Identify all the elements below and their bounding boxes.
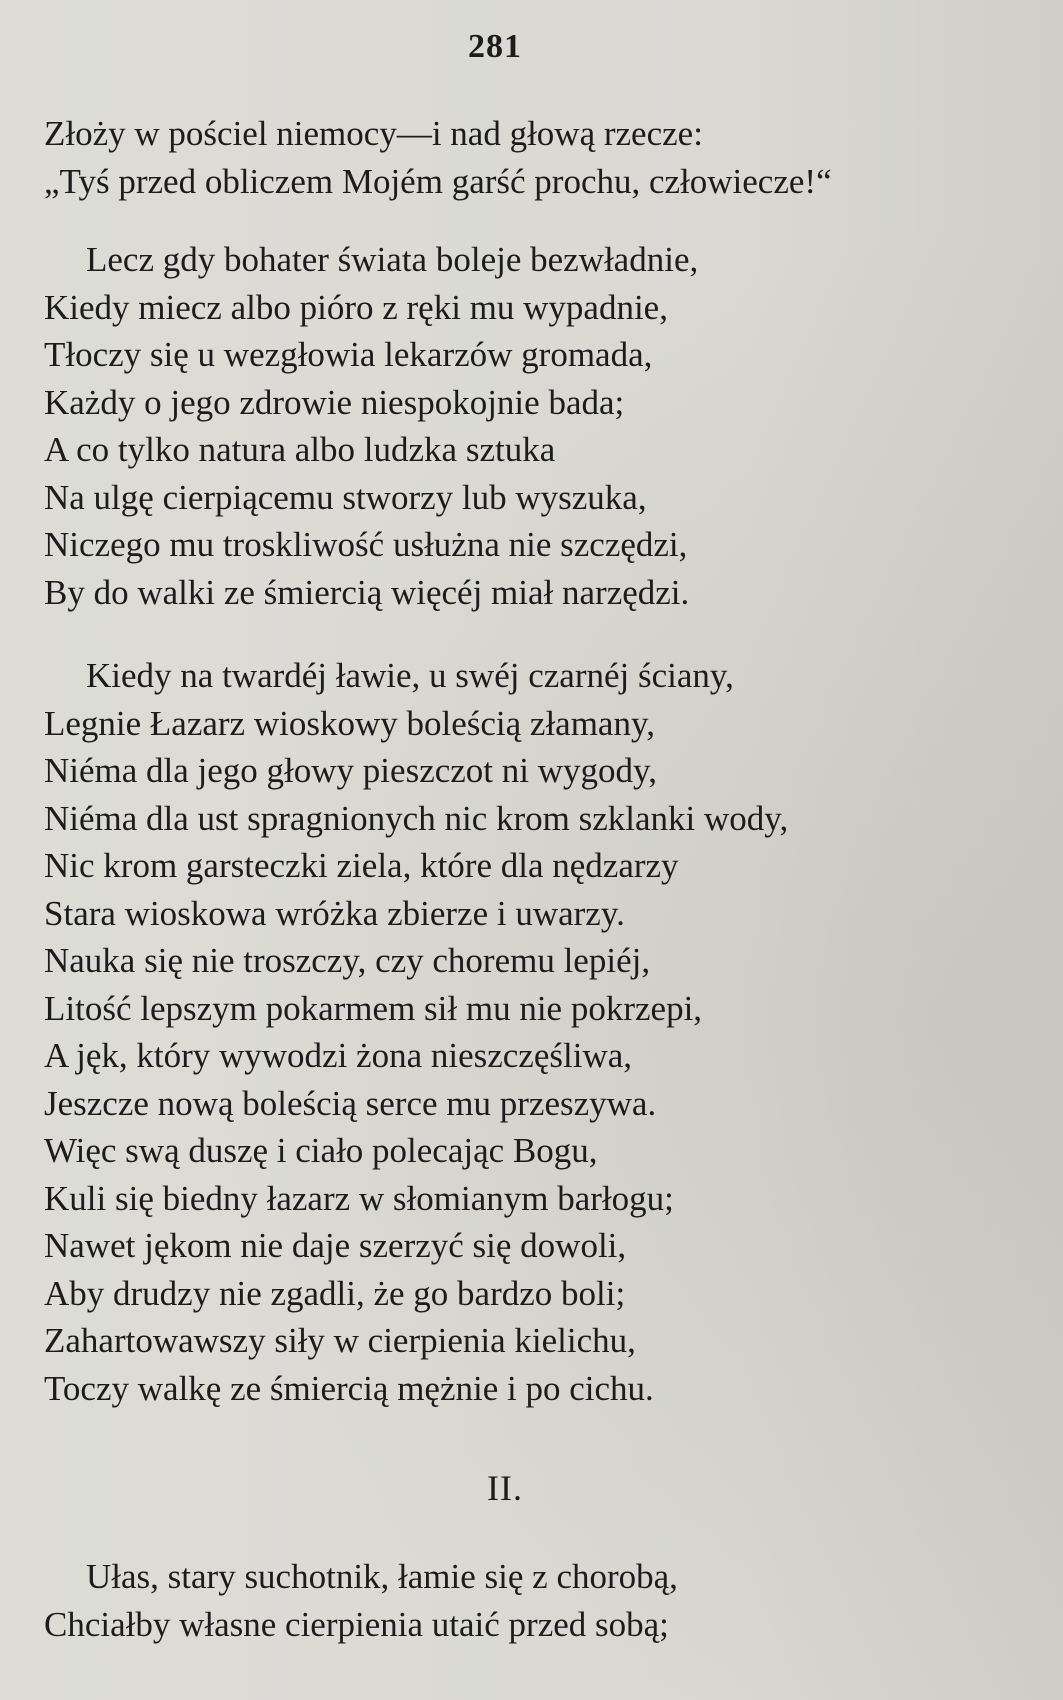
- verse-line: A jęk, który wywodzi żona nieszczęśliwa,: [44, 1036, 633, 1075]
- verse-line: „Tyś przed obliczem Mojém garść prochu, człowiecze!“: [44, 161, 832, 201]
- verse-line: Chciałby własne cierpienia utaić przed sobą;: [44, 1604, 669, 1644]
- stanza-3: [44, 652, 1004, 1412]
- verse-line: Każdy o jego zdrowie niespokojnie bada;: [44, 382, 625, 422]
- verse-line: Tłoczy się u wezgłowia lekarzów gromada,: [44, 335, 653, 374]
- verse-line: Więc swą duszę i ciało polecając Bogu,: [44, 1131, 598, 1170]
- verse-line: A co tylko natura albo ludzka sztuka: [44, 430, 556, 469]
- verse-line: Niéma dla ust spragnionych nic krom szklanki wody,: [44, 798, 789, 838]
- page-number: 281: [468, 28, 522, 65]
- verse-line: Kuli się biedny łazarz w słomianym barłogu;: [44, 1178, 674, 1218]
- verse-line: Kiedy na twardéj ławie, u swéj czarnéj ściany,: [86, 656, 734, 695]
- section-heading: II.: [487, 1468, 523, 1508]
- stanza-2: [44, 236, 1004, 616]
- verse-line: Złoży w pościel niemocy—i nad głową rzecze:: [44, 114, 703, 153]
- verse-line: Nawet jękom nie daje szerzyć się dowoli,: [44, 1226, 627, 1265]
- verse-line: Niéma dla jego głowy pieszczot ni wygody,: [44, 751, 657, 790]
- verse-line: Na ulgę cierpiącemu stworzy lub wyszuka,: [44, 477, 647, 517]
- verse-line: Toczy walkę ze śmiercią mężnie i po cichu.: [44, 1368, 654, 1408]
- verse-line: Niczego mu troskliwość usłużna nie szczędzi,: [44, 525, 688, 564]
- verse-line: Aby drudzy nie zgadli, że go bardzo boli;: [44, 1273, 626, 1313]
- verse-line: Nauka się nie troszczy, czy choremu lepiéj,: [44, 941, 651, 980]
- verse-line: Kiedy miecz albo pióro z ręki mu wypadnie,: [44, 287, 668, 327]
- verse-line: Lecz gdy bohater świata boleje bezwładnie,: [86, 240, 699, 279]
- verse-line: By do walki ze śmiercią więcéj miał narzędzi.: [44, 572, 690, 612]
- verse-line: Jeszcze nową boleścią serce mu przeszywa.: [44, 1083, 657, 1123]
- stanza-1: [44, 110, 1004, 205]
- verse-line: Legnie Łazarz wioskowy boleścią złamany,: [44, 703, 655, 743]
- verse-line: Zahartowawszy siły w cierpienia kielichu,: [44, 1321, 636, 1360]
- verse-line: Nic krom garsteczki ziela, które dla nędzarzy: [44, 846, 679, 885]
- verse-line: Ułas, stary suchotnik, łamie się z chorobą,: [86, 1557, 678, 1596]
- verse-line: Stara wioskowa wróżka zbierze i uwarzy.: [44, 893, 625, 933]
- verse-line: Litość lepszym pokarmem sił mu nie pokrzepi,: [44, 988, 703, 1028]
- stanza-4: [44, 1553, 1004, 1648]
